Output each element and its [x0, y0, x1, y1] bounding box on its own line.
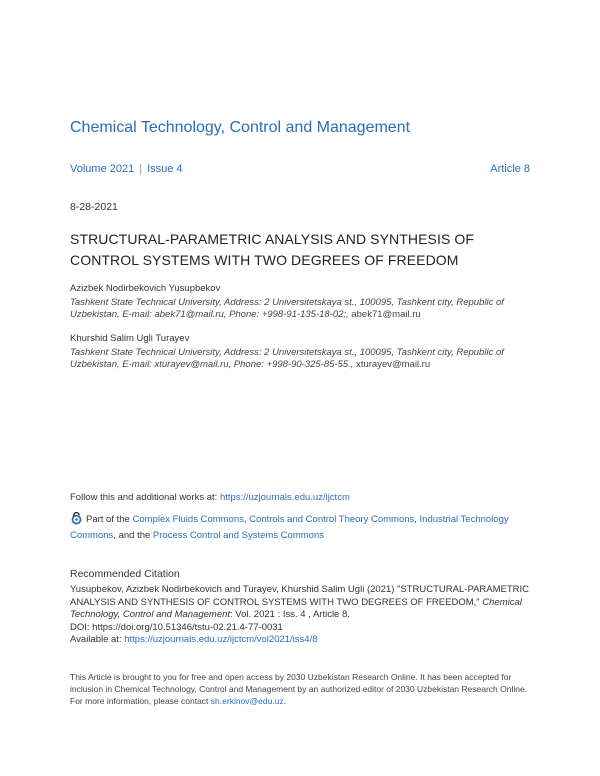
available-link[interactable]: https://uzjournals.edu.uz/ijctcm/vol2021/iss4/8 — [124, 634, 318, 645]
part-of-prefix: Part of the — [86, 514, 133, 525]
affiliation-text: Tashkent State Technical University, Address: 2 Universitetskaya st., 100095, Tashkent city, Republic of Uzbekistan, E-mail: abek71@mail.ru, Phone: +998-91-135-18-02;, — [70, 296, 504, 320]
journal-title[interactable]: Chemical Technology, Control and Management — [70, 119, 411, 136]
follow-line — [70, 492, 350, 503]
author-name: Azizbek Nodirbekovich Yusupbekov — [70, 283, 221, 294]
follow-link[interactable]: https://uzjournals.edu.uz/ijctcm — [219, 492, 350, 503]
issue-link[interactable]: Issue 4 — [147, 163, 183, 175]
article-link[interactable]: Article 8 — [490, 163, 530, 175]
affiliation-text: Tashkent State Technical University, Address: 2 Universitetskaya st., 100095, Tashkent city, Republic of Uzbekistan, E-mail: xturayev@mail.ru, Phone: +998-90-325-85-55., — [70, 346, 504, 370]
follow-text: Follow this and additional works at: — [70, 492, 220, 503]
footer-end: . — [283, 696, 287, 706]
author-name: Khurshid Salim Ugli Turayev — [70, 333, 190, 344]
complex-fluids-link[interactable]: Complex Fluids Commons — [132, 514, 244, 525]
access-footer — [70, 671, 540, 707]
citation-text: Yusupbekov, Azizbek Nodirbekovich and Turayev, Khurshid Salim Ugli (2021) "STRUCTURAL-PARAMETRIC ANALYSIS AND SYNTHESIS OF CONTROL SYSTEMS WITH TWO DEGREES OF FREEDOM," — [70, 584, 530, 608]
available-prefix: Available at: — [70, 634, 125, 645]
article-title-line-2: CONTROL SYSTEMS WITH TWO DEGREES OF FREEDOM — [70, 252, 459, 268]
citation-doi: DOI: https://doi.org/10.51346/tstu-02.21.4-77-0031 — [70, 621, 283, 633]
citation-body — [70, 584, 540, 647]
volume-line — [70, 163, 530, 175]
author-affiliation — [70, 347, 540, 372]
contact-email-link[interactable]: sh.erkinov@edu.uz — [210, 696, 284, 706]
article-title — [70, 229, 540, 271]
citation-journal: Chemical Technology, Control and Management — [70, 596, 522, 620]
article-title-line-1: STRUCTURAL-PARAMETRIC ANALYSIS AND SYNTHESIS OF — [70, 231, 475, 247]
footer-text: This Article is brought to you for free and open access by 2030 Uzbekistan Research Online. It has been accepted for inclusion in Chemical Technology, Control and Management by an authorized editor of 2030 Uzbekistan Research Online. For more information, please contact — [70, 672, 528, 706]
author-email: abek71@mail.ru — [351, 309, 421, 320]
industrial-technology-link[interactable]: Industrial Technology Commons — [70, 514, 509, 541]
publication-date: 8-28-2021 — [70, 201, 118, 213]
separator: , and the — [113, 530, 153, 541]
part-of-line — [70, 512, 540, 544]
separator: , — [414, 514, 420, 525]
separator: | — [139, 163, 143, 175]
citation-available — [70, 634, 540, 647]
author-affiliation — [70, 297, 540, 322]
separator: , — [243, 514, 250, 525]
volume-link[interactable]: Volume 2021 — [70, 163, 135, 175]
citation-heading: Recommended Citation — [70, 568, 180, 580]
controls-theory-link[interactable]: Controls and Control Theory Commons — [249, 514, 415, 525]
author-email: xturayev@mail.ru — [356, 359, 431, 370]
author-1 — [70, 283, 540, 322]
process-control-link[interactable]: Process Control and Systems Commons — [152, 530, 324, 541]
citation-volume: : Vol. 2021 : Iss. 4 , Article 8. — [230, 609, 350, 620]
open-access-icon — [70, 512, 83, 525]
volume-issue — [70, 163, 183, 175]
author-2 — [70, 333, 540, 372]
